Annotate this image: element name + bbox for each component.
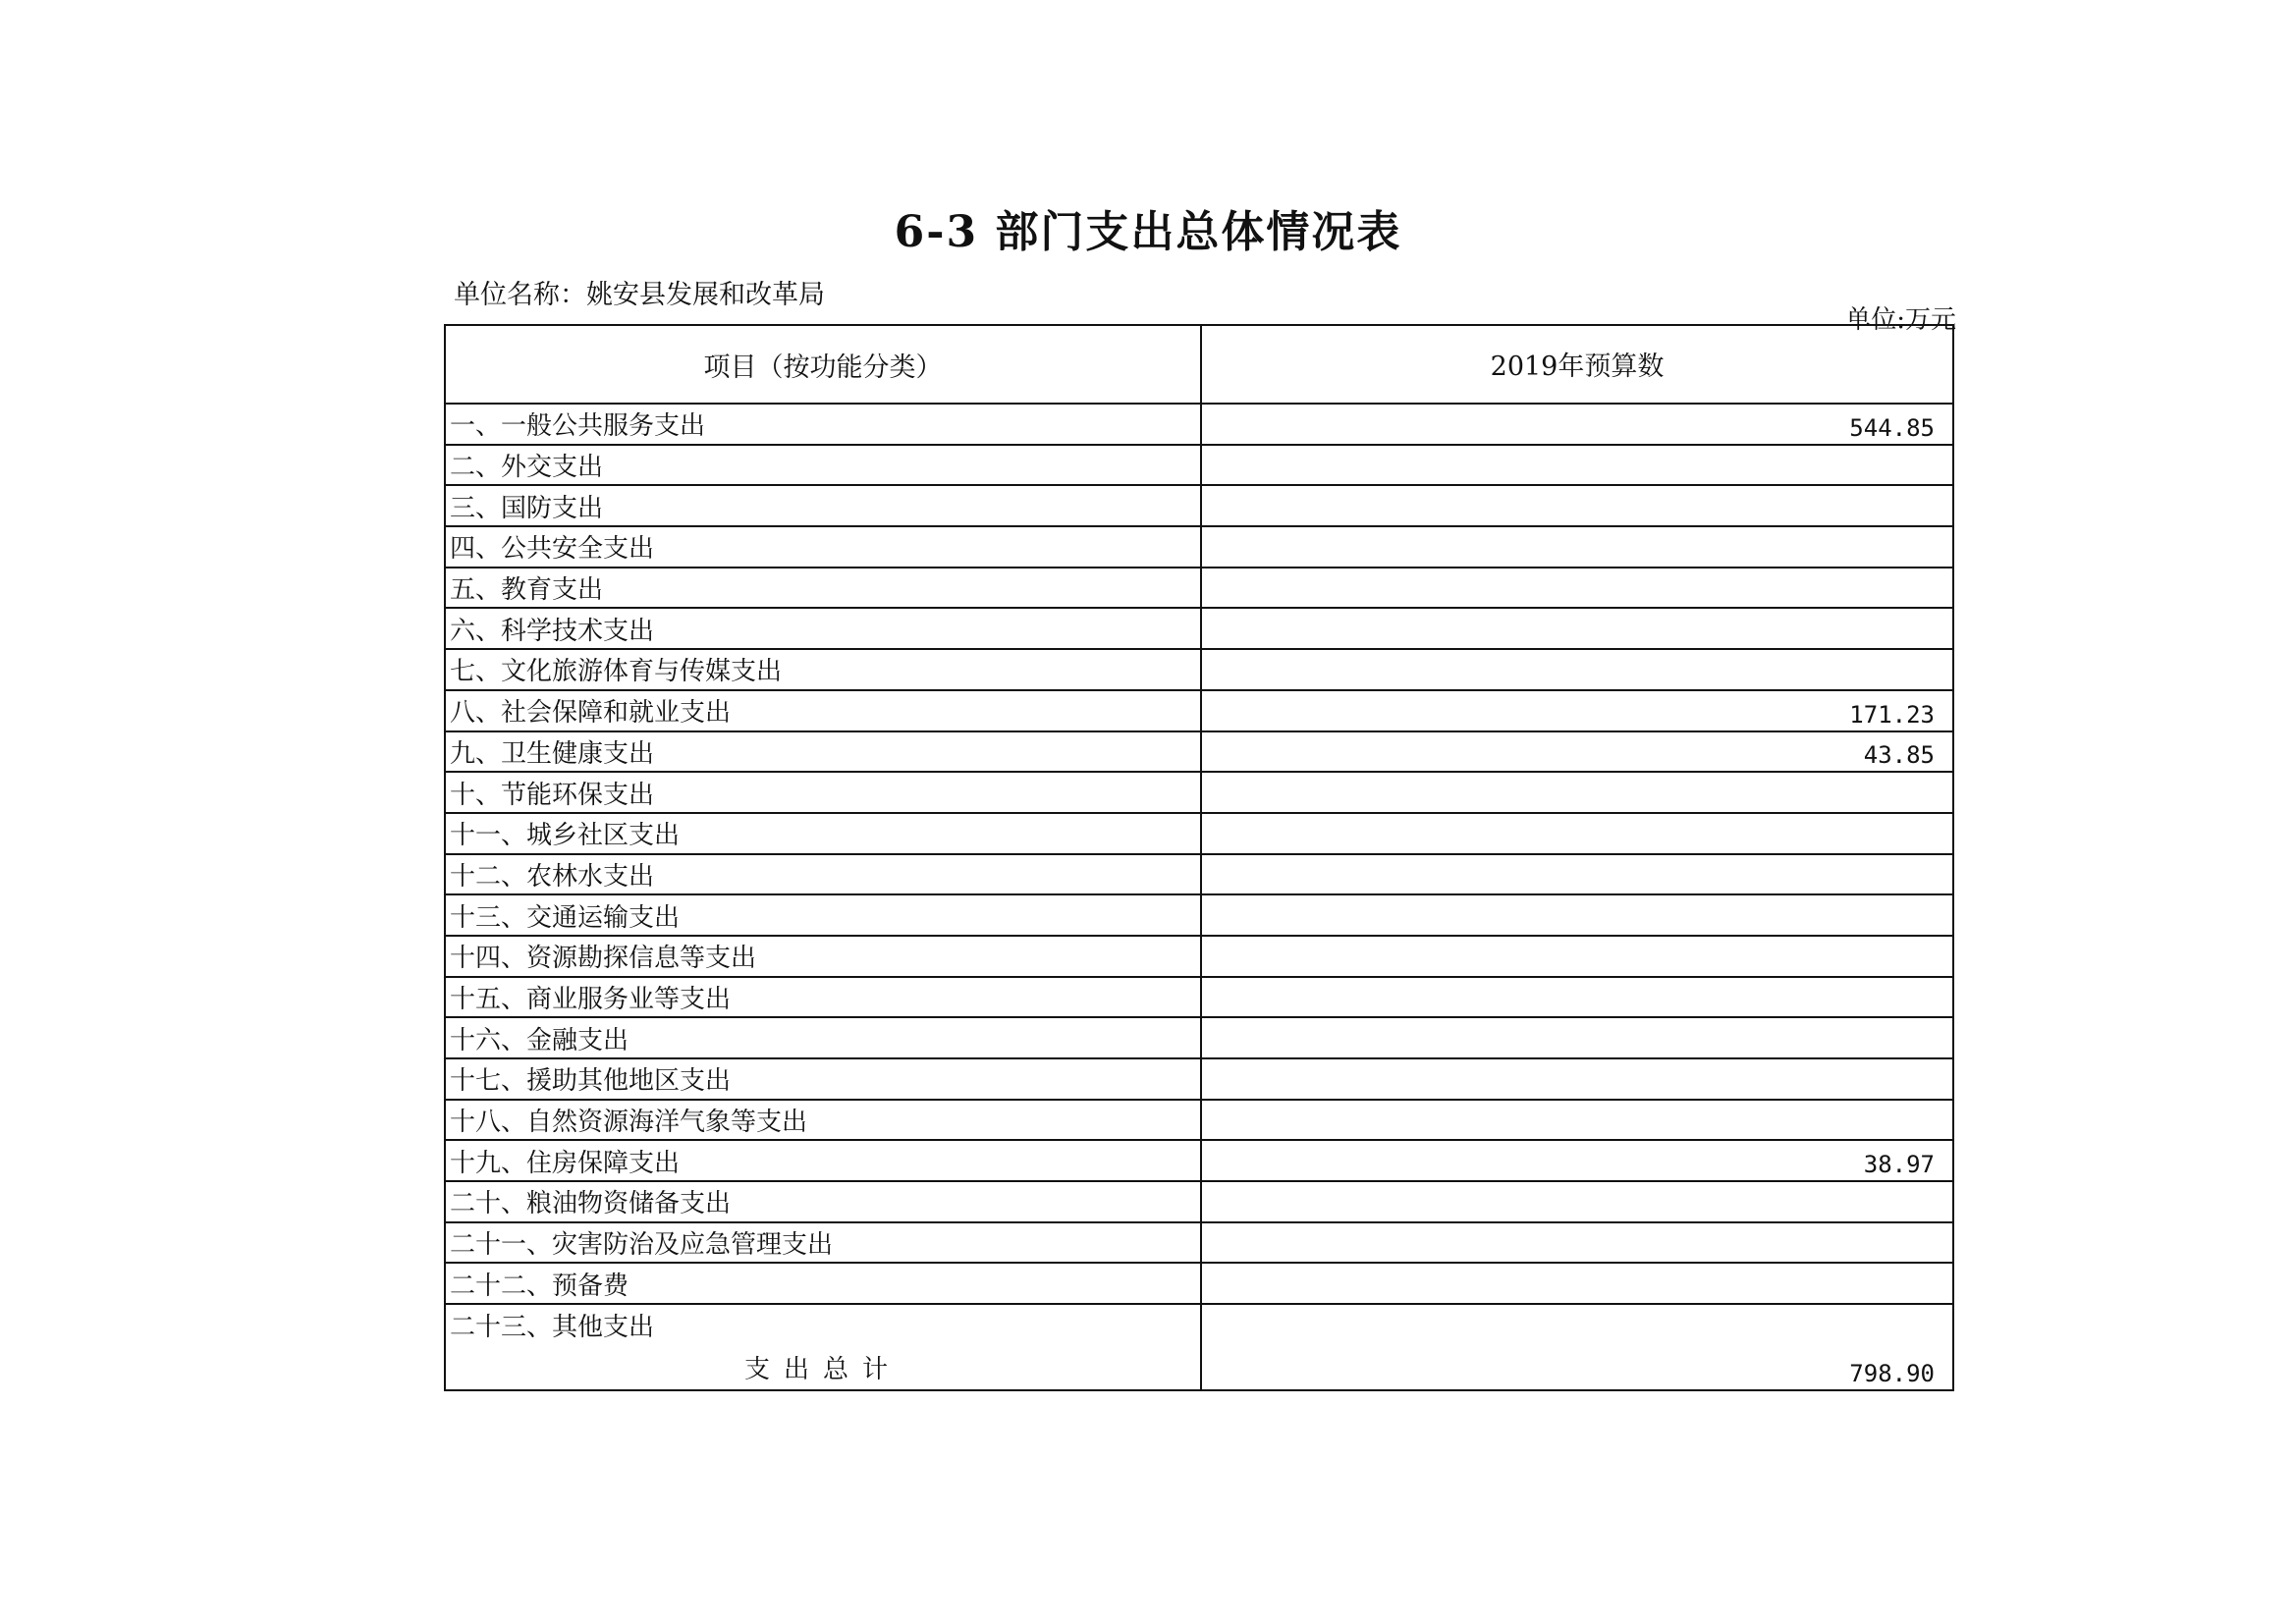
row-budget-value (1202, 446, 1952, 485)
table-row (446, 405, 1952, 446)
table-row (446, 1223, 1952, 1265)
table-row (446, 486, 1952, 527)
row-budget-value (1202, 1182, 1952, 1221)
row-budget-value (1202, 1264, 1952, 1303)
row-budget-value (1202, 814, 1952, 853)
table-row (446, 1264, 1952, 1305)
column-header-budget: 2019年预算数 (1490, 351, 1665, 382)
row-item-name: 三、国防支出 (446, 486, 1202, 525)
expenditure-table (444, 324, 1954, 1391)
row-budget-value: 38.97 (1863, 1151, 1935, 1179)
total-label: 支出总计 (446, 1346, 1202, 1389)
row-budget-value (1202, 1223, 1952, 1263)
table-row (446, 1101, 1952, 1142)
unit-name-label: 单位名称：姚安县发展和改革局 (454, 280, 825, 310)
row-budget-value (1202, 568, 1952, 608)
row-budget-value (1202, 650, 1952, 689)
row-item-name: 二、外交支出 (446, 446, 1202, 485)
table-row (446, 609, 1952, 650)
row-item-name: 十八、自然资源海洋气象等支出 (446, 1101, 1202, 1140)
page-title: 6-3 部门支出总体情况表 (894, 207, 1402, 257)
row-budget-value (1202, 937, 1952, 976)
table-body (446, 405, 1952, 1346)
row-budget-value (1202, 978, 1952, 1017)
row-item-name: 十四、资源勘探信息等支出 (446, 937, 1202, 976)
row-budget-value (1202, 1018, 1952, 1057)
total-value: 798.90 (1849, 1359, 1935, 1387)
row-item-name: 二十三、其他支出 (446, 1305, 1202, 1346)
row-item-name: 四、公共安全支出 (446, 527, 1202, 567)
table-row (446, 855, 1952, 896)
currency-unit-label: 单位:万元 (1845, 305, 1956, 335)
row-item-name: 二十一、灾害防治及应急管理支出 (446, 1223, 1202, 1263)
table-row (446, 568, 1952, 610)
row-budget-value (1202, 895, 1952, 935)
table-row (446, 1059, 1952, 1101)
table-row (446, 978, 1952, 1019)
row-budget-value: 43.85 (1863, 741, 1935, 770)
row-budget-value (1202, 1305, 1952, 1346)
row-budget-value: 544.85 (1849, 413, 1935, 442)
table-row (446, 650, 1952, 691)
table-header-row (446, 326, 1952, 405)
row-item-name: 十二、农林水支出 (446, 855, 1202, 894)
table-row (446, 1305, 1952, 1346)
row-budget-value: 171.23 (1849, 700, 1935, 729)
row-item-name: 十三、交通运输支出 (446, 895, 1202, 935)
row-item-name: 十七、援助其他地区支出 (446, 1059, 1202, 1099)
row-item-name: 七、文化旅游体育与传媒支出 (446, 650, 1202, 689)
row-item-name: 十、节能环保支出 (446, 773, 1202, 812)
row-budget-value (1202, 527, 1952, 567)
row-budget-value (1202, 855, 1952, 894)
table-row (446, 691, 1952, 732)
row-item-name: 一、一般公共服务支出 (446, 405, 1202, 444)
row-budget-value (1202, 1059, 1952, 1099)
table-row (446, 773, 1952, 814)
row-budget-value (1202, 609, 1952, 648)
table-row (446, 895, 1952, 937)
row-item-name: 十五、商业服务业等支出 (446, 978, 1202, 1017)
table-row (446, 937, 1952, 978)
table-row (446, 446, 1952, 487)
row-item-name: 八、社会保障和就业支出 (446, 691, 1202, 730)
table-row (446, 1018, 1952, 1059)
row-item-name: 五、教育支出 (446, 568, 1202, 608)
column-header-item: 项目（按功能分类） (446, 326, 1202, 403)
table-row (446, 527, 1952, 568)
table-total-row (446, 1346, 1952, 1389)
row-item-name: 二十、粮油物资储备支出 (446, 1182, 1202, 1221)
table-row (446, 814, 1952, 855)
table-row (446, 732, 1952, 774)
table-row (446, 1141, 1952, 1182)
row-item-name: 十一、城乡社区支出 (446, 814, 1202, 853)
row-budget-value (1202, 1101, 1952, 1140)
row-budget-value (1202, 486, 1952, 525)
row-item-name: 六、科学技术支出 (446, 609, 1202, 648)
row-budget-value (1202, 773, 1952, 812)
row-item-name: 十九、住房保障支出 (446, 1141, 1202, 1180)
row-item-name: 九、卫生健康支出 (446, 732, 1202, 772)
row-item-name: 二十二、预备费 (446, 1264, 1202, 1303)
table-row (446, 1182, 1952, 1223)
row-item-name: 十六、金融支出 (446, 1018, 1202, 1057)
